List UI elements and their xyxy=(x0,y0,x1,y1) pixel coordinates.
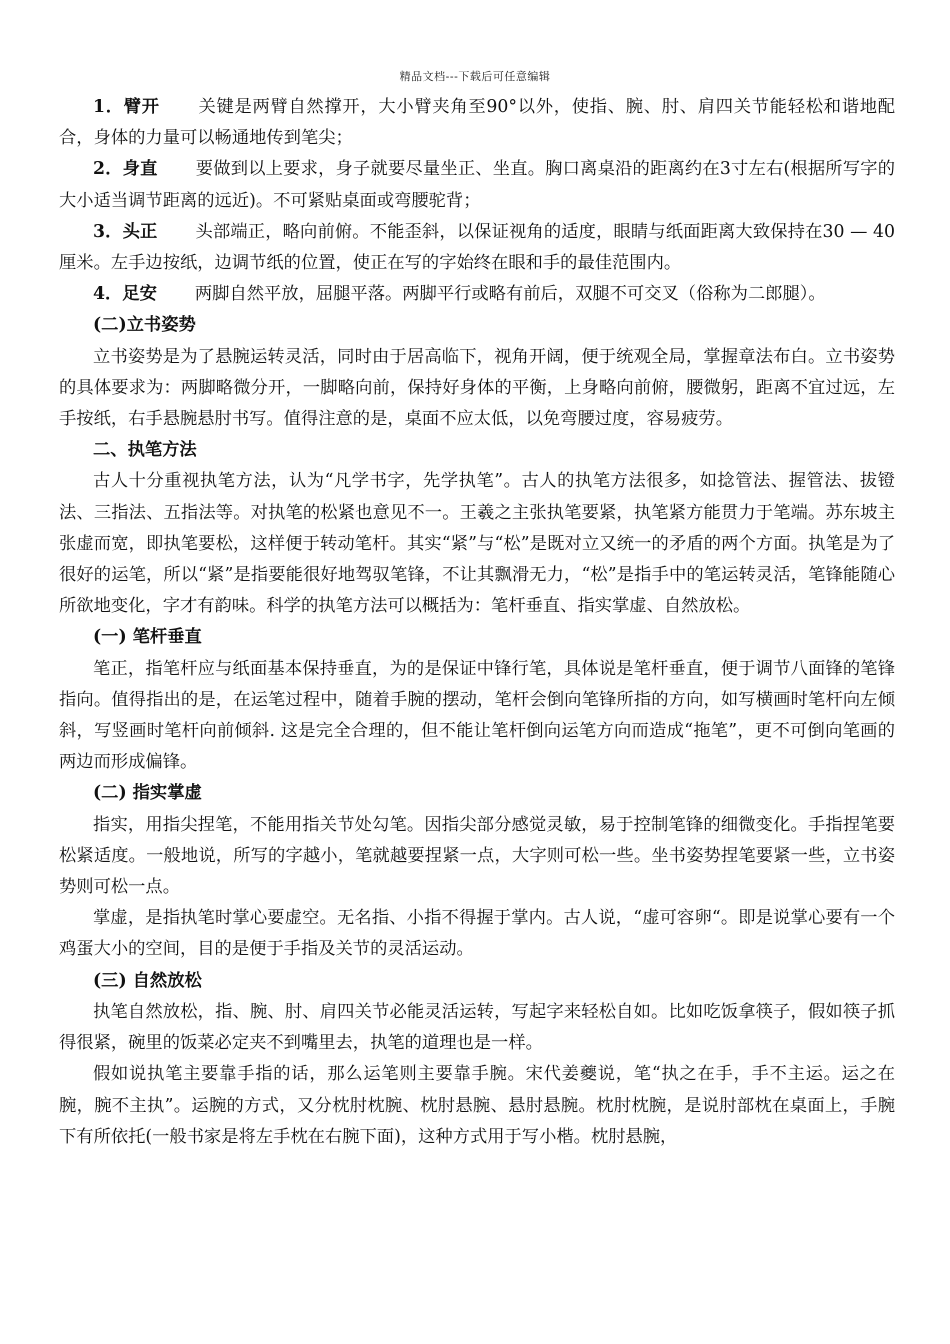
item-label: 2．身直 xyxy=(93,159,158,180)
paragraph-finger-1: 指实，用指尖捏笔，不能用指关节处勾笔。因指尖部分感觉灵敏，易于控制笔锋的细微变化。手指捏笔要松紧适度。一般地说，所写的字越小，笔就越要捏紧一点，大字则可松一些。坐书姿势捏笔要紧一些，立书姿势则可松一点。 xyxy=(59,814,895,898)
section-heading-stand: (二)立书姿势 xyxy=(93,315,196,336)
item-text: 两脚自然平放，屈腿平落。两脚平行或略有前后，双腿不可交叉（俗称为二郎腿）。 xyxy=(194,284,826,305)
paragraph-body xyxy=(59,154,895,216)
paragraph-arm xyxy=(59,92,895,154)
paragraph-grip: 古人十分重视执笔方法，认为“凡学书字，先学执笔”。古人的执笔方法很多，如捻管法、握管法、拔镫法、三指法、五指法等。对执笔的松紧也意见不一。王羲之主张执笔要紧，执笔紧方能贯力于笔端。苏东坡主张虚而宽，即执笔要松，这样便于转动笔杆。其实“紧”与“松”是既对立又统一的矛盾的两个方面。执笔是为了很好的运笔，所以“紧”是指要能很好地驾驭笔锋，不让其飘滑无力，“松”是指手中的笔运转灵活，笔锋能随心所欲地变化，字才有韵味。科学的执笔方法可以概括为：笔杆垂直、指实掌虚、自然放松。 xyxy=(59,471,895,617)
item-text: 要做到以上要求，身子就要尽量坐正、坐直。胸口离桌沿的距离约在3寸左右(根据所写字的大小适当调节距离的远近)。不可紧贴桌面或弯腰驼背； xyxy=(59,159,895,211)
paragraph-stand: 立书姿势是为了悬腕运转灵活，同时由于居高临下，视角开阔，便于统观全局，掌握章法布白。立书姿势的具体要求为：两脚略微分开，一脚略向前，保持好身体的平衡，上身略向前俯，腰微躬，距离不宜过远，左手按纸，右手悬腕悬肘书写。值得注意的是，桌面不应太低，以免弯腰过度，容易疲劳。 xyxy=(59,346,895,430)
paragraph-relax-2: 假如说执笔主要靠手指的话，那么运笔则主要靠手腕。宋代姜夔说，笔“执之在手，手不主运。运之在腕，腕不主执”。运腕的方式，又分枕肘枕腕、枕肘悬腕、悬肘悬腕。枕肘枕腕，是说肘部枕在桌面上，手腕下有所依托(一般书家是将左手枕在右腕下面)，这种方式用于写小楷。枕肘悬腕， xyxy=(59,1064,895,1147)
paragraph-relax-1: 执笔自然放松，指、腕、肘、肩四关节必能灵活运转，写起字来轻松自如。比如吃饭拿筷子，假如筷子抓得很紧，碗里的饭菜必定夹不到嘴里去，执笔的道理也是一样。 xyxy=(59,1001,895,1054)
paragraph-finger-2: 掌虚，是指执笔时掌心要虚空。无名指、小指不得握于掌内。古人说，“虚可容卵“。即是说掌心要有一个鸡蛋大小的空间，目的是便于手指及关节的灵活运动。 xyxy=(59,908,895,960)
section-heading-finger: (二) 指实掌虚 xyxy=(93,783,202,804)
section-heading-vertical: (一) 笔杆垂直 xyxy=(93,627,202,648)
paragraph-vertical: 笔正，指笔杆应与纸面基本保持垂直，为的是保证中锋行笔，具体说是笔杆垂直，便于调节八面锋的笔锋指向。值得指出的是，在运笔过程中，随着手腕的摆动，笔杆会倒向笔锋所指的方向，如写横画时笔杆向左倾斜，写竖画时笔杆向前倾斜. 这是完全合理的，但不能让笔杆倒向运笔方向而造成“拖笔”，更不可倒向笔画的两边而形成偏锋。 xyxy=(59,658,895,773)
paragraph-head xyxy=(59,217,895,279)
document-body xyxy=(59,92,895,1153)
paragraph-feet xyxy=(59,279,895,310)
item-text: 关键是两臂自然撑开，大小臂夹角至90°以外，使指、腕、肘、肩四关节能轻松和谐地配合，身体的力量可以畅通地传到笔尖； xyxy=(59,97,895,149)
item-label: 3．头正 xyxy=(93,221,158,242)
item-label: 4．足安 xyxy=(93,284,157,305)
item-label: 1．臂开 xyxy=(93,97,160,117)
section-heading-relax: (三) 自然放松 xyxy=(93,970,202,991)
item-text: 头部端正，略向前俯。不能歪斜，以保证视角的适度，眼睛与纸面距离大致保持在30 — 40厘米。左手边按纸，边调节纸的位置，使正在写的字始终在眼和手的最佳范围内。 xyxy=(59,221,895,274)
page-header: 精品文档---下载后可任意编辑 xyxy=(399,70,551,83)
section-heading-grip: 二、执笔方法 xyxy=(93,440,197,461)
